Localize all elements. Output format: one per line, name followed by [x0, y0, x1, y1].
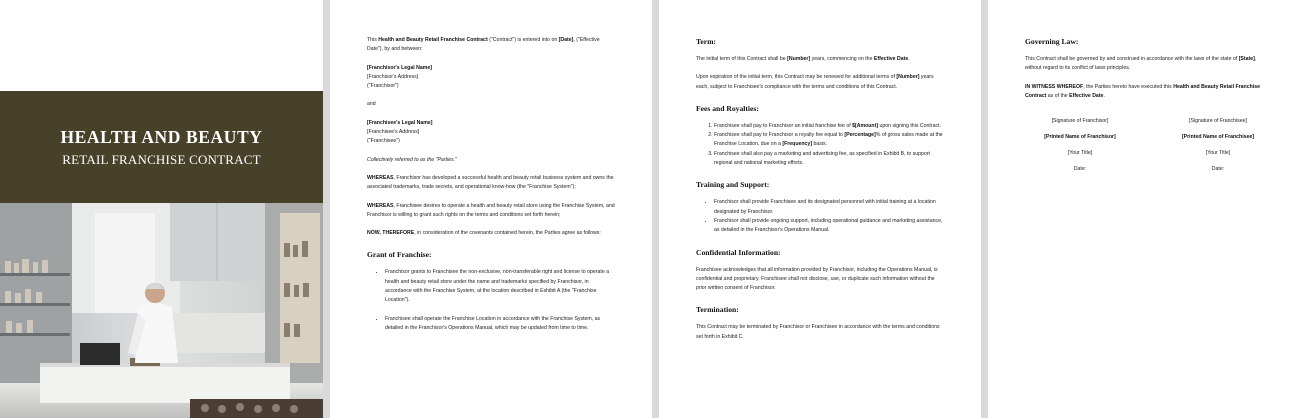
- now-therefore: NOW, THEREFORE, in consideration of the covenants contained herein, the Parties agree as follows:: [367, 230, 601, 237]
- contract-page-3: [659, 0, 981, 418]
- contract-page-4: [988, 0, 1310, 418]
- list-item: 2. Franchisee shall pay to Franchisor a royalty fee equal to [Percentage]% of gross sales made at the Franchise Location, due on a [Frequency] basis.: [714, 131, 944, 150]
- cover-subtitle: RETAIL FRANCHISE CONTRACT: [62, 152, 261, 167]
- governing-law-text: This Contract shall be governed by and construed in accordance with the laws of the state of [State], without regard to its conflict of laws principles.: [1025, 56, 1257, 72]
- list-item: • Franchisee shall operate the Franchise Location in accordance with the Franchise System, as detailed in the Franchisor's Operations Manual, which may be updated from time to time.: [385, 315, 615, 334]
- term-paragraph-1: The initial term of this Contract shall be [Number] years, commencing on the Effective Date.: [696, 56, 910, 62]
- confidential-heading: Confidential Information:: [696, 247, 781, 257]
- collective-text: Collectively referred to as the "Parties.": [367, 156, 457, 163]
- list-item: • Franchisor grants to Franchisee the non-exclusive, non-transferable right and license to operate a health and beauty retail store under the name and trademarks specified by Franchisor, in accordance with the Franchise System, at the location described in Exhibit A (the "Franchise Location").: [385, 268, 615, 305]
- franchisor-signature: [1025, 117, 1135, 180]
- witness-text: IN WITNESS WHEREOF, the Parties hereto have executed this Health and Beauty Retail Franchise Contract as of the Effective Date.: [1025, 83, 1260, 99]
- grant-heading: Grant of Franchise:: [367, 250, 432, 260]
- page-4-content: [1025, 37, 1273, 180]
- intro-paragraph: This Health and Beauty Retail Franchise Contract ("Contract") is entered into on [Date], ("Effective Date"), by and between:: [367, 37, 600, 53]
- fees-list: [696, 122, 944, 168]
- fees-heading: Fees and Royalties:: [696, 103, 759, 113]
- list-item: • Franchisor shall provide Franchisee and its designated personnel with initial training at a location designated by Franchisor.: [714, 198, 944, 217]
- whereas-1: WHEREAS, Franchisor has developed a successful health and beauty retail business system and owns the associated trademarks, trade secrets, and operational know-how (the "Franchise System");: [367, 174, 614, 191]
- date-line: Date:: [1211, 165, 1225, 172]
- training-list: [696, 198, 944, 235]
- whereas-2: WHEREAS, Franchisee desires to operate a health and beauty retail store using the Franchise System, and Franchisor is willing to grant such rights on the terms and conditions set forth herein;: [367, 202, 615, 218]
- signature-block: [1025, 117, 1273, 180]
- franchisor-block: [Franchisor's Legal Name] [Franchisor's Address] ("Franchisor"): [367, 64, 432, 90]
- training-heading: Training and Support:: [696, 180, 770, 190]
- term-heading: Term:: [696, 37, 716, 46]
- printed-name: [Printed Name of Franchisee]: [1181, 133, 1255, 140]
- cover-title: HEALTH AND BEAUTY: [60, 127, 263, 147]
- signature-line: [Signature of Franchisee]: [1189, 118, 1247, 125]
- list-item: 3. Franchisee shall also pay a marketing and advertising fee, as specified in Exhibit B, to support regional and national marketing efforts.: [714, 150, 944, 169]
- page-2-content: [367, 36, 615, 342]
- cover-title-band: [0, 91, 323, 203]
- printed-name: [Printed Name of Franchisor]: [1044, 133, 1116, 140]
- cover-page: [0, 0, 323, 418]
- confidential-text: Franchisee acknowledges that all information provided by Franchisor, including the Operations Manual, is confidential and proprietary. Franchisee shall not disclose, use, or duplicate such information without the prior written consent of Franchisor.: [696, 266, 938, 292]
- title-line: [Your Title]: [1067, 149, 1093, 156]
- page-3-content: [696, 37, 944, 351]
- list-item: • Franchisor shall provide ongoing support, including operational guidance and marketing assistance, as detailed in the Franchisor's Operations Manual.: [714, 217, 944, 236]
- list-item: 1. Franchisee shall pay to Franchisor an initial franchise fee of $[Amount] upon signing this Contract.: [714, 122, 944, 131]
- franchisee-block: [Franchisee's Legal Name] [Franchisee's Address] ("Franchisee"): [367, 119, 433, 145]
- grant-list: [367, 268, 615, 333]
- franchisee-signature: [1163, 117, 1273, 180]
- date-line: Date:: [1073, 165, 1087, 172]
- termination-text: This Contract may be terminated by Franchisor or Franchisee in accordance with the terms and conditions set forth in Exhibit C.: [696, 324, 940, 340]
- governing-law-heading: Governing Law:: [1025, 37, 1079, 46]
- and-text: and: [367, 101, 376, 108]
- cover-photo: [0, 203, 323, 418]
- termination-heading: Termination:: [696, 305, 739, 315]
- contract-page-2: [330, 0, 652, 418]
- title-line: [Your Title]: [1205, 149, 1231, 156]
- term-paragraph-2: Upon expiration of the initial term, this Contract may be renewed for additional terms of [Number] years each, subject to Franchisee's compliance with the terms and conditions of this Contract.: [696, 74, 934, 90]
- signature-line: [Signature of Franchisor]: [1051, 118, 1109, 125]
